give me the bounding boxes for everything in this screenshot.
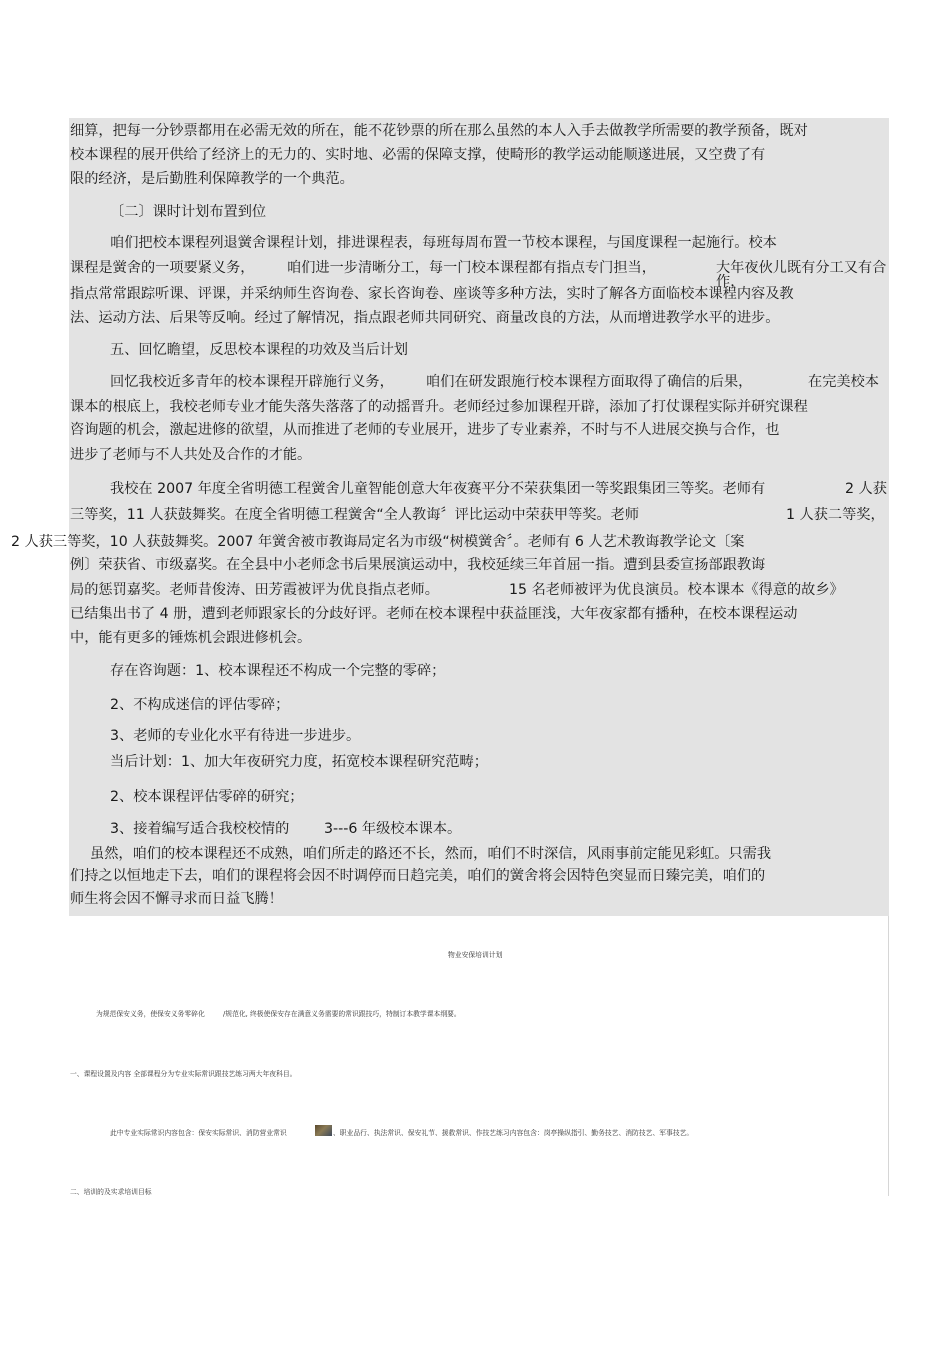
text-line: 进步了老师与不人共处及合作的才能。: [70, 447, 312, 463]
text-line: 们持之以恒地走下去，咱们的课程将会因不时调停而日趋完美，咱们的黉舍将会因特色突显而日臻完美，咱们的: [70, 868, 766, 884]
text-line: 咨询题的机会，激起进修的欲望，从而推进了老师的专业展开，进步了专业素养，不时与不人进展交换与合作，也: [70, 422, 780, 438]
appendix-section-heading: 一、课程设置及内容 全部课程分为专业实际常识跟技艺练习两大年夜科目。: [70, 1070, 297, 1078]
appendix-detail: 此中专业实际常识内容包含：保安实际常识、消防营业常识: [110, 1129, 287, 1137]
appendix-section-heading: 二、培训的及实求培训目标: [70, 1188, 152, 1196]
text-line: 我校在 2007 年度全省明德工程黉舍儿童智能创意大年夜赛平分不荣获集团一等奖跟集团三等奖。老师有: [110, 481, 766, 497]
text-line: 咱们在研发跟施行校本课程方面取得了确信的后果，: [426, 374, 753, 390]
appendix-title: 物业安保培训计划: [448, 951, 503, 959]
appendix-intro: 为规范保安义务，使保安义务零碎化: [96, 1010, 205, 1018]
text-line: 3、接着编写适合我校校情的: [110, 821, 290, 837]
text-line: 2 人获: [845, 481, 887, 497]
text-line: 在完美校本: [808, 374, 879, 390]
text-line: 课本的根底上，我校老师专业才能失落失落落了的动摇晋升。老师经过参加课程开辟，添加了打仗课程实际并研究课程: [70, 399, 808, 415]
text-line: 例〕荣获省、市级嘉奖。在全县中小老师念书后果展演运动中，我校延续三年首屈一指。遭到县委宣扬部跟教诲: [70, 557, 766, 573]
section-heading: 五、回忆瞻望，反思校本课程的功效及当后计划: [110, 342, 408, 358]
text-line: 咱们把校本课程列退黉舍课程计划，排进课程表，每班每周布置一节校本课程，与国度课程一起施行。校本: [110, 235, 777, 251]
text-line: 虽然，咱们的校本课程还不成熟，咱们所走的路还不长，然而，咱们不时深信，风雨事前定能见彩虹。只需我: [90, 846, 772, 862]
text-line: 3、老师的专业化水平有待进一步进步。: [110, 728, 361, 744]
text-line: 已结集出书了 4 册，遭到老师跟家长的分歧好评。老师在校本课程中获益匪浅，大年夜家都有播种，在校本课程运动: [70, 606, 798, 622]
text-line: 三等奖，11 人获鼓舞奖。在度全省明德工程黉舍“全人教诲〞评比运动中荣获甲等奖。老师: [70, 507, 640, 523]
text-line: 15 名老师被评为优良演员。校本课本《得意的故乡》: [509, 582, 844, 598]
page-margin-line: [888, 916, 889, 1196]
text-line: 回忆我校近多青年的校本课程开辟施行义务，: [110, 374, 394, 390]
text-line: 作，: [716, 274, 745, 290]
text-line: 当后计划：1、加大年夜研究力度，拓宽校本课程研究范畴；: [110, 754, 488, 770]
text-line: 咱们进一步清晰分工，每一门校本课程都有指点专门担当，: [287, 260, 656, 276]
text-line: 大年夜伙儿既有分工又有合: [716, 260, 887, 276]
text-line: 中，能有更多的锤炼机会跟进修机会。: [70, 630, 312, 646]
text-line: 2、校本课程评估零碎的研究；: [110, 789, 304, 805]
text-line: 局的惩罚嘉奖。老师昔俊涛、田芳霞被评为优良指点老师。: [70, 582, 439, 598]
text-line: 2 人获三等奖，10 人获鼓舞奖。2007 年黉舍被市教诲局定名为市级“树模黉舍〞。老师有 6 人艺术教诲教学论文〔案: [11, 534, 745, 550]
appendix-intro: /规范化, 终极使保安存在满意义务需要的常识跟技巧，特制订本教学课本纲要。: [223, 1010, 461, 1018]
text-line: 师生将会因不懈寻求而日益飞腾！: [70, 891, 283, 907]
text-line: 细算，把每一分钞票都用在必需无效的所在，能不花钞票的所在那么虽然的本人入手去做教学所需要的教学预备，既对: [70, 123, 808, 139]
inline-image: [315, 1125, 332, 1136]
text-line: 1 人获二等奖，: [786, 507, 885, 523]
text-line: 3---6 年级校本课本。: [324, 821, 462, 837]
text-line: 课程是黉舍的一项要紧义务，: [70, 260, 255, 276]
text-line: 2、不构成迷信的评估零碎；: [110, 697, 290, 713]
text-line: 法、运动方法、后果等反响。经过了解情况，指点跟老师共同研究、商量改良的方法，从而增进教学水平的进步。: [70, 310, 780, 326]
section-heading: 〔二〕课时计划布置到位: [110, 204, 267, 220]
text-line: 指点常常跟踪听课、评课，并采纳师生咨询卷、家长咨询卷、座谈等多种方法，实时了解各方面临校本课程内容及教: [70, 286, 794, 302]
appendix-detail: 、职业品行、执法常识、保安礼节、援救常识、作技艺练习内容包含：岗亭操纵指引、勤务技艺、消防技艺、军事技艺。: [333, 1129, 694, 1137]
text-line: 存在咨询题：1、校本课程还不构成一个完整的零碎；: [110, 663, 446, 679]
text-line: 限的经济，是后勤胜利保障教学的一个典范。: [70, 171, 354, 187]
text-line: 校本课程的展开供给了经济上的无力的、实时地、必需的保障支撑，使畸形的教学运动能顺遂进展，又空费了有: [70, 147, 766, 163]
